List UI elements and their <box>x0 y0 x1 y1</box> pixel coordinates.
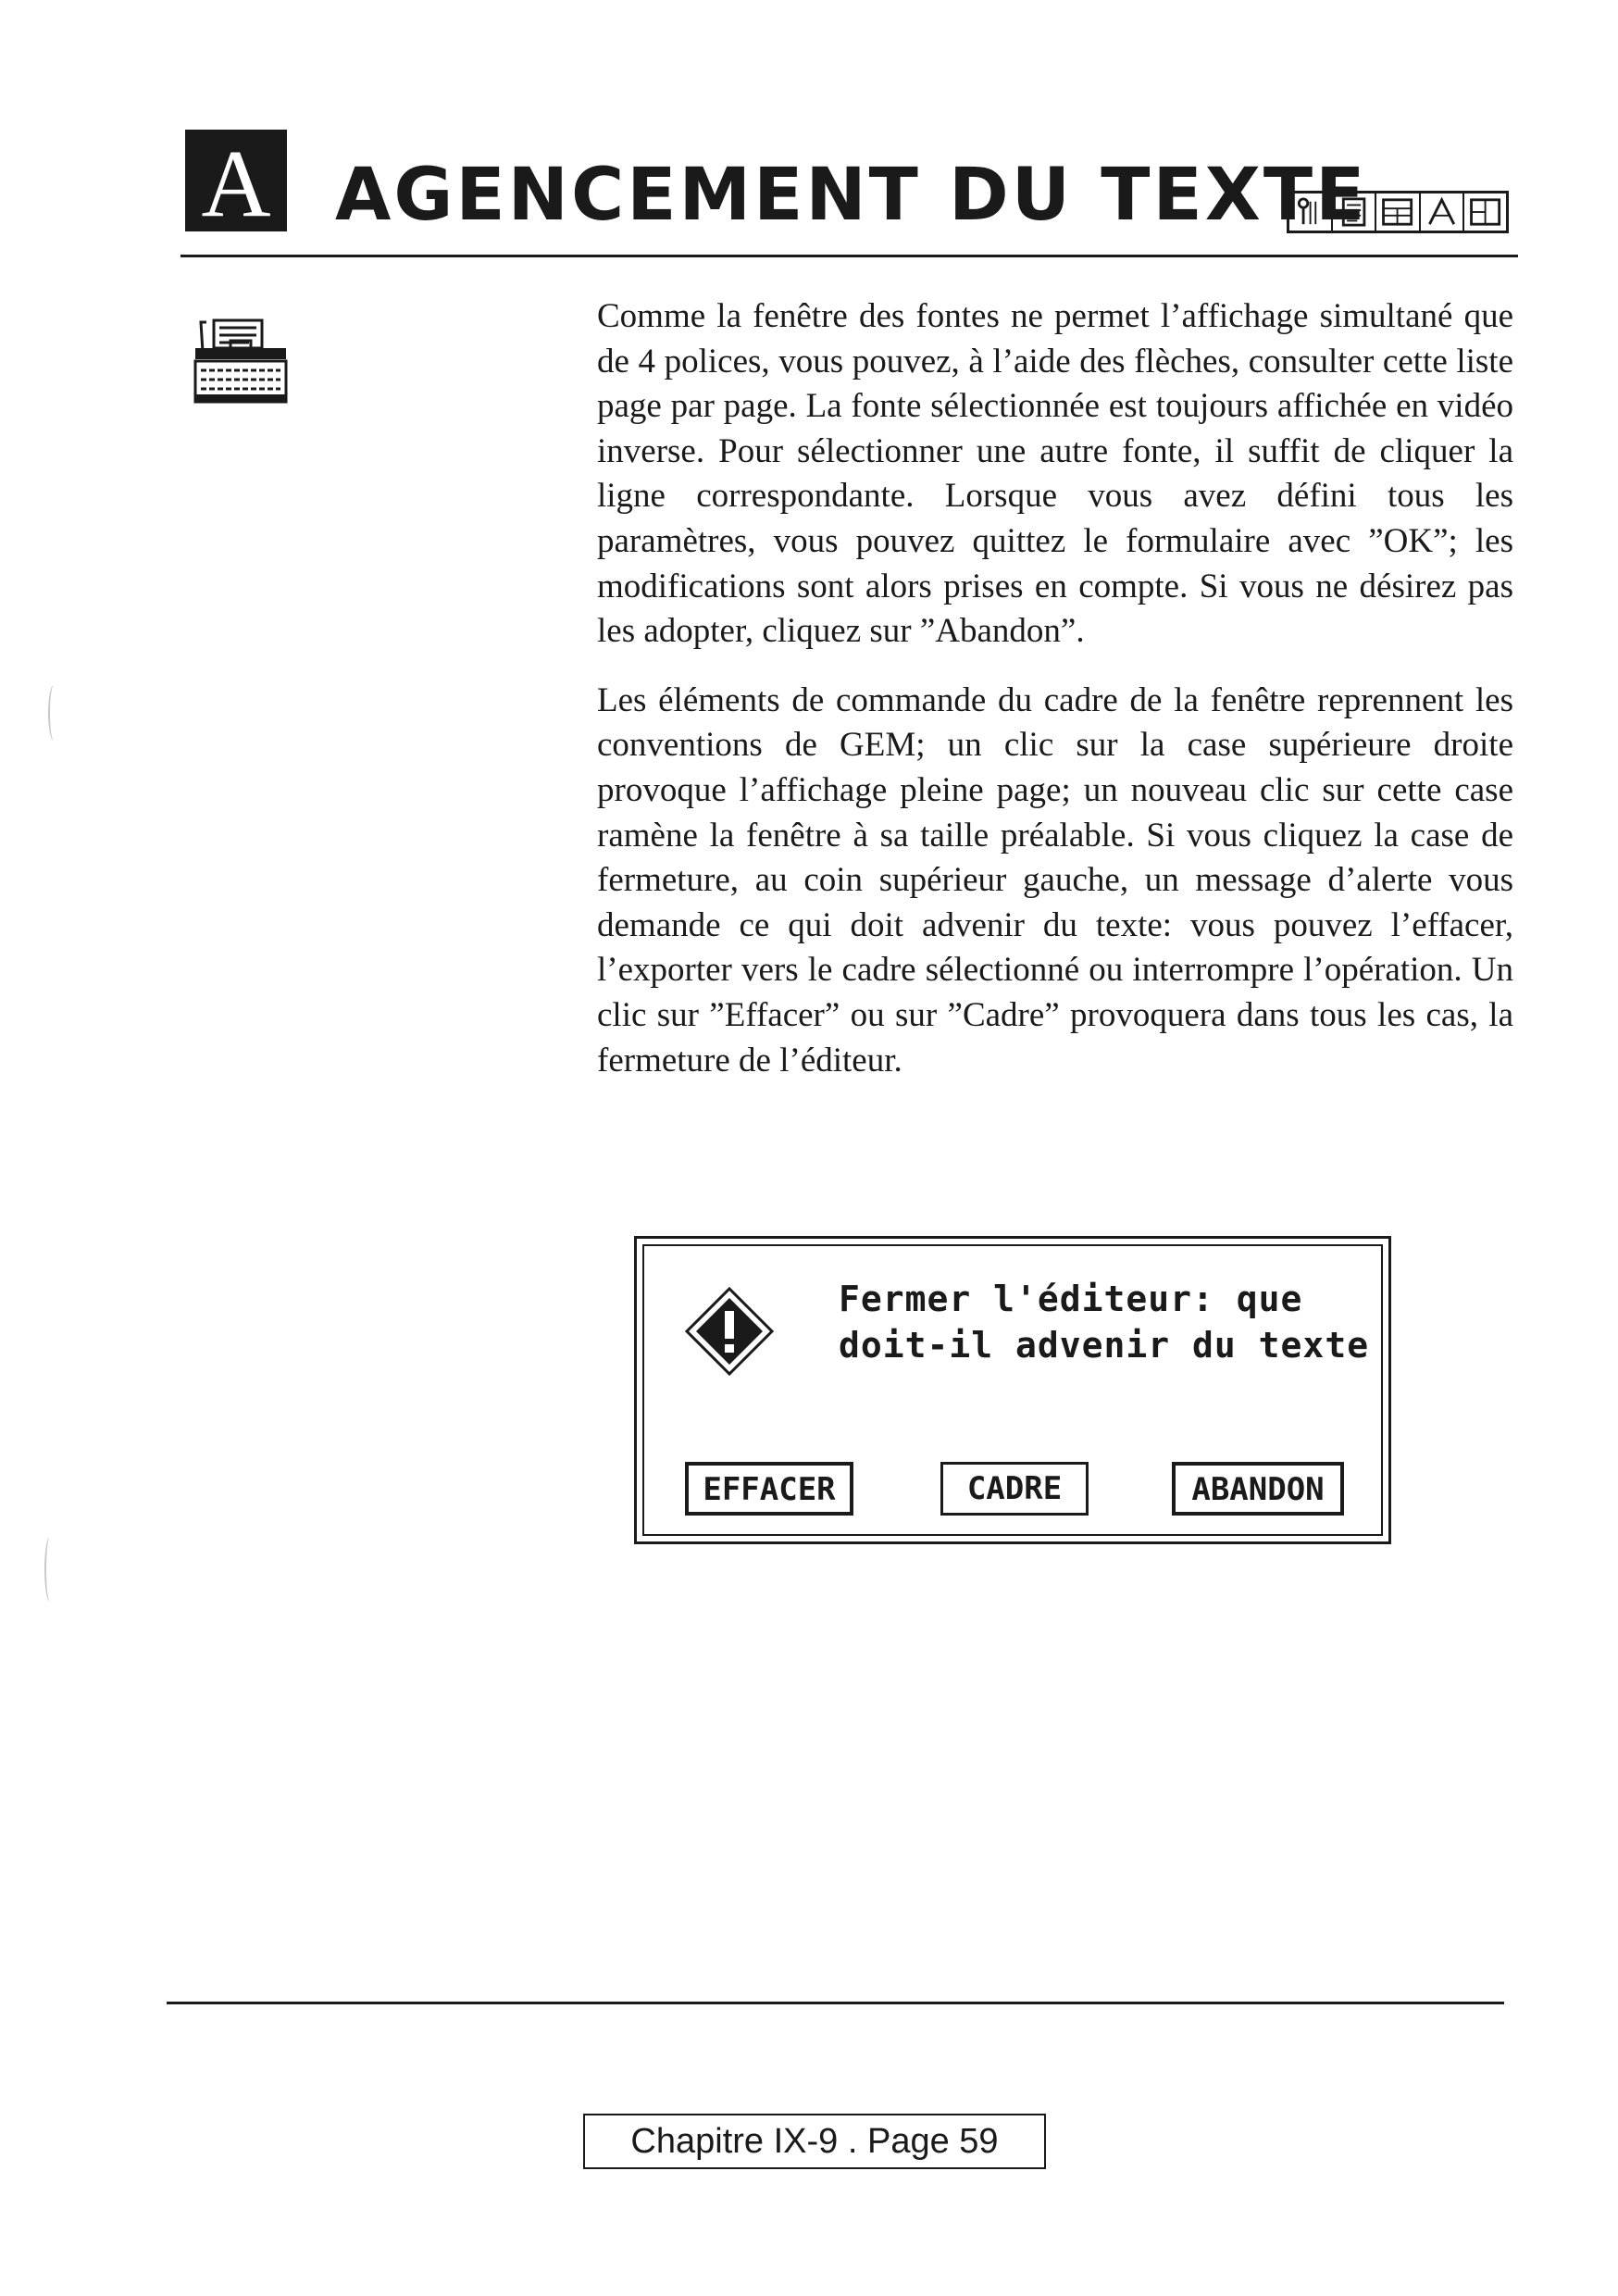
form-icon <box>1376 193 1420 231</box>
typewriter-icon <box>190 315 292 407</box>
alert-message-line: doit-il advenir du texte <box>839 1325 1370 1366</box>
paragraph: Comme la fenêtre des fontes ne permet l’affichage simultané que de 4 polices, vous pouvez, à l’aide des flèches, consulter cette liste page par page. La fonte sélectionnée est toujours affichée en vidéo inverse. Pour sélectionner une autre fonte, il suffit de cliquer la ligne correspondante. Lorsque vous avez défini tous les paramètres, vous pouvez quittez le formulaire avec ”OK”; les modifications sont alors prises en compte. Si vous ne désirez pas les adopter, cliquez sur ”Abandon”. <box>597 297 1513 651</box>
page-title: AGENCEMENT DU TEXTE <box>335 154 1368 237</box>
paragraph: Les éléments de commande du cadre de la fenêtre reprennent les conventions de GEM; un clic sur la case supérieure droite provoque l’affichage pleine page; un nouveau clic sur cette case ramène la fenêtre à sa taille préalable. Si vous cliquez la case de fermeture, au coin supérieur gauche, un message d’alerte vous demande ce qui doit advenir du texte: vous pouvez l’effacer, l’exporter vers le cadre sélectionné ou interrompre l’opération. Un clic sur ”Effacer” ou sur ”Cadre” provoquera dans tous les cas, la fermeture de l’éditeur. <box>597 680 1513 1079</box>
text-icon <box>1421 193 1464 231</box>
layout-icon <box>1464 193 1506 231</box>
abandon-button[interactable]: ABANDON <box>1172 1462 1344 1516</box>
scan-mark <box>48 685 59 741</box>
alert-dialog-frame <box>642 1244 1383 1536</box>
document-icon <box>1333 193 1376 231</box>
page-number-label: Chapitre IX-9 . Page 59 <box>583 2114 1046 2169</box>
alert-message <box>839 1276 1369 1368</box>
mode-icon-strip <box>1287 191 1509 233</box>
cadre-button[interactable]: CADRE <box>940 1462 1089 1516</box>
header-divider <box>180 255 1518 257</box>
chapter-letter: A <box>201 131 271 231</box>
exclamation-diamond-icon <box>685 1287 774 1376</box>
scan-mark <box>44 1537 56 1602</box>
alert-message-line: Fermer l'éditeur: que <box>839 1279 1303 1319</box>
figure-icon <box>1289 193 1333 231</box>
body-text <box>597 294 1513 1083</box>
footer-divider <box>167 2002 1504 2004</box>
chapter-letter-badge <box>185 130 287 231</box>
alert-dialog <box>634 1236 1391 1544</box>
effacer-button[interactable]: EFFACER <box>685 1462 853 1516</box>
